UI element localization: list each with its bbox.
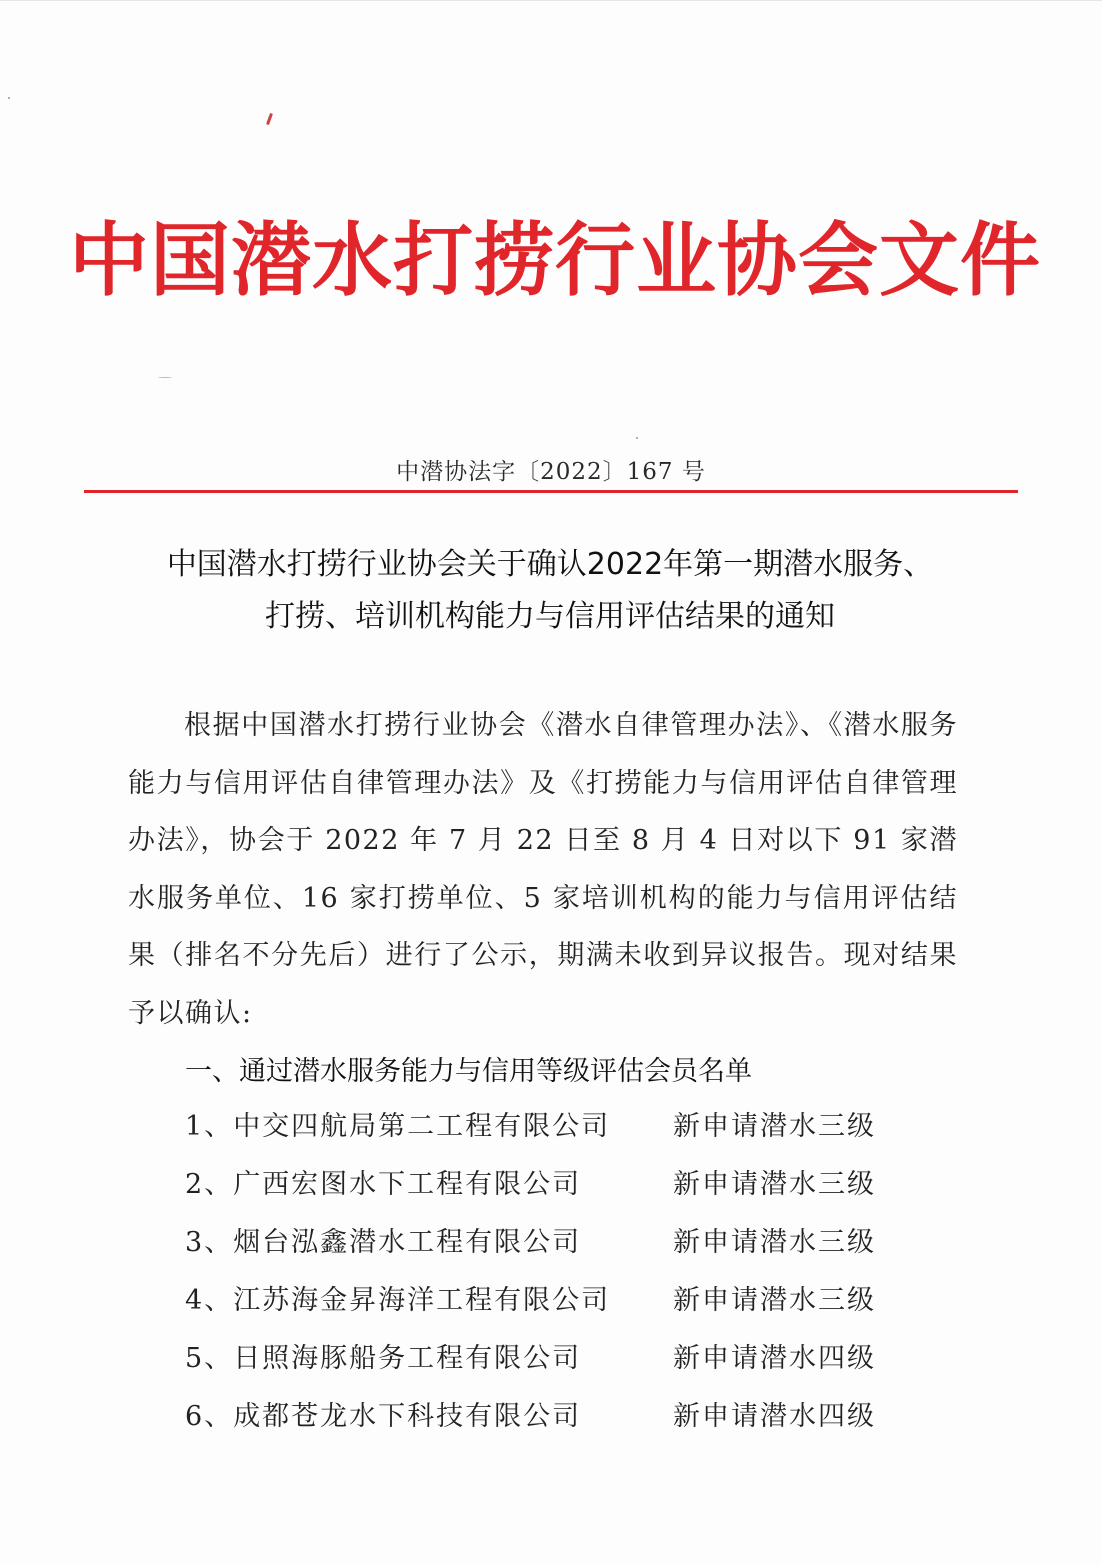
document-number: 中潜协法字〔2022〕167 号 — [396, 459, 706, 485]
member-index: 2 — [185, 1169, 205, 1200]
index-separator: 、 — [204, 1227, 234, 1258]
index-separator: 、 — [204, 1401, 234, 1432]
member-list-item — [185, 1214, 945, 1272]
scan-speck — [636, 437, 638, 439]
body-paragraph: 根据中国潜水打捞行业协会《潜水自律管理办法》、《潜水服务能力与信用评估自律管理办法》及《打捞能力与信用评估自律管理办法》，协会于 2022 年 7 月 22 日至 8 月 4 日对以下 91 家潜水服务单位、16 家打捞单位、5 家培训机构的能力与信用评估结果（排名不分先后）进行了公示，期满未收到异议报告。现对结果予以确认: — [128, 710, 958, 1029]
masthead-title: 中国潜水打捞行业协会文件 — [69, 214, 1041, 307]
member-name: 成都苍龙水下科技有限公司 — [233, 1401, 582, 1432]
member-level: 新申请潜水三级 — [673, 1285, 876, 1316]
notice-title-line-1: 中国潜水打捞行业协会关于确认2022年第一期潜水服务、 — [166, 547, 934, 582]
notice-title — [100, 539, 1000, 643]
member-index: 3 — [185, 1227, 205, 1258]
member-level: 新申请潜水四级 — [673, 1401, 876, 1432]
member-list-item — [185, 1098, 945, 1156]
member-index: 4 — [185, 1285, 205, 1316]
body-text — [128, 697, 958, 1042]
red-divider-rule — [84, 490, 1018, 493]
member-index: 5 — [185, 1343, 205, 1374]
scan-speck — [158, 377, 172, 378]
member-level: 新申请潜水三级 — [673, 1227, 876, 1258]
index-separator: 、 — [204, 1343, 234, 1374]
member-list — [185, 1098, 945, 1446]
member-name: 广西宏图水下工程有限公司 — [233, 1169, 582, 1200]
member-list-item — [185, 1330, 945, 1388]
scan-speck — [8, 97, 10, 99]
member-level: 新申请潜水三级 — [673, 1169, 876, 1200]
index-separator: 、 — [204, 1169, 234, 1200]
member-name: 中交四航局第二工程有限公司 — [233, 1111, 611, 1142]
member-index: 6 — [185, 1401, 205, 1432]
member-list-item — [185, 1272, 945, 1330]
member-name: 日照海豚船务工程有限公司 — [233, 1343, 582, 1374]
member-level: 新申请潜水三级 — [673, 1111, 876, 1142]
member-list-item — [185, 1156, 945, 1214]
notice-title-line-2: 打捞、培训机构能力与信用评估结果的通知 — [265, 599, 835, 634]
index-separator: 、 — [204, 1111, 234, 1142]
member-index: 1 — [185, 1111, 205, 1142]
member-list-item — [185, 1388, 945, 1446]
member-name: 江苏海金昇海洋工程有限公司 — [233, 1285, 611, 1316]
index-separator: 、 — [204, 1285, 234, 1316]
member-name: 烟台泓鑫潜水工程有限公司 — [233, 1227, 582, 1258]
scan-speck — [266, 113, 273, 125]
member-level: 新申请潜水四级 — [673, 1343, 876, 1374]
section-heading: 一、通过潜水服务能力与信用等级评估会员名单 — [185, 1056, 752, 1087]
